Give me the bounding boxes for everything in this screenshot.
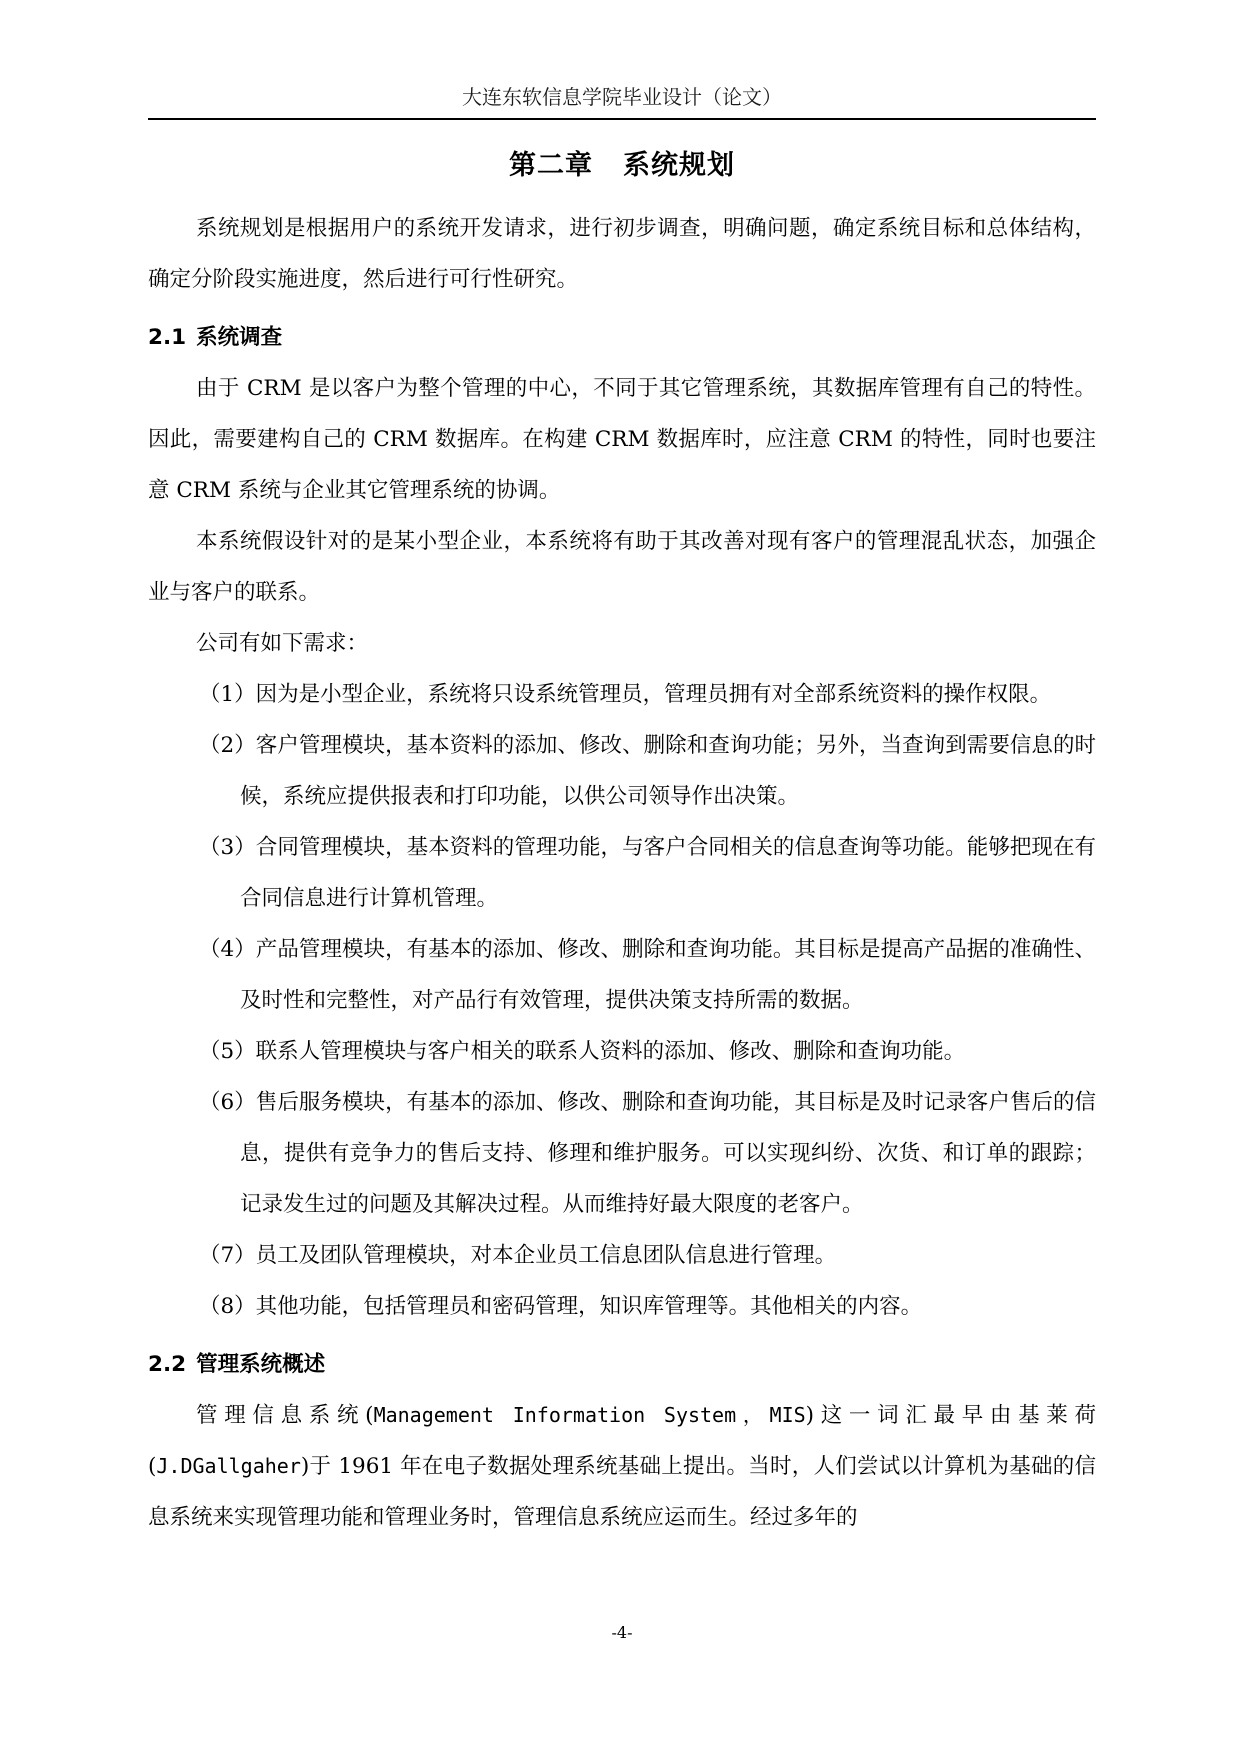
requirement-item: （5）联系人管理模块与客户相关的联系人资料的添加、修改、删除和查询功能。 xyxy=(199,1039,966,1064)
chapter-title: 系统规划 xyxy=(623,150,735,181)
chapter-label: 第二章 xyxy=(509,150,593,181)
page-number: -4- xyxy=(611,1623,633,1642)
person-name: J.DGallgaher xyxy=(156,1454,301,1478)
text-run: )这一词汇最早由基莱荷( xyxy=(148,1403,1096,1479)
document-body xyxy=(148,203,1096,1543)
section-title: 系统调查 xyxy=(196,325,283,350)
section-number: 2.1 xyxy=(148,325,187,350)
section-paragraph xyxy=(148,1390,1096,1543)
requirement-item: （3）合同管理模块，基本资料的管理功能，与客户合同相关的信息查询等功能。能够把现在有合同信息进行计算机管理。 xyxy=(199,835,1096,911)
requirement-item: （1）因为是小型企业，系统将只设系统管理员，管理员拥有对全部系统资料的操作权限。 xyxy=(199,682,1052,707)
section-paragraph: 本系统假设针对的是某小型企业，本系统将有助于其改善对现有客户的管理混乱状态，加强企业与客户的联系。 xyxy=(148,529,1096,605)
section-paragraph: 公司有如下需求： xyxy=(196,631,369,656)
requirement-item: （6）售后服务模块，有基本的添加、修改、删除和查询功能，其目标是及时记录客户售后的信息，提供有竞争力的售后支持、修理和维护服务。可以实现纠纷、次货、和订单的跟踪；记录发生过的问题及其解决过程。从而维持好最大限度的老客户。 xyxy=(199,1090,1096,1217)
header-rule xyxy=(148,118,1096,120)
running-header: 大连东软信息学院毕业设计（论文） xyxy=(462,85,782,109)
section-title: 管理系统概述 xyxy=(196,1352,326,1377)
section-heading-2-2 xyxy=(148,1340,1096,1390)
section-number: 2.2 xyxy=(148,1352,187,1377)
requirement-item: （8）其他功能，包括管理员和密码管理，知识库管理等。其他相关的内容。 xyxy=(199,1294,923,1319)
english-term: Management Information System，MIS xyxy=(373,1403,806,1427)
requirement-item: （7）员工及团队管理模块，对本企业员工信息团队信息进行管理。 xyxy=(199,1243,837,1268)
requirement-item: （2）客户管理模块，基本资料的添加、修改、删除和查询功能；另外，当查询到需要信息的时候，系统应提供报表和打印功能，以供公司领导作出决策。 xyxy=(199,733,1096,809)
section-paragraph: 由于 CRM 是以客户为整个管理的中心，不同于其它管理系统，其数据库管理有自己的特性。因此，需要建构自己的 CRM 数据库。在构建 CRM 数据库时，应注意 CRM 的特性，同时也要注意 CRM 系统与企业其它管理系统的协调。 xyxy=(148,376,1096,503)
requirement-item: （4）产品管理模块，有基本的添加、修改、删除和查询功能。其目标是提高产品据的准确性、及时性和完整性，对产品行有效管理，提供决策支持所需的数据。 xyxy=(199,937,1096,1013)
chapter-heading xyxy=(148,146,1096,186)
text-run: 管理信息系统( xyxy=(196,1403,374,1428)
section-heading-2-1 xyxy=(148,313,1096,363)
text-run: )于 1961 年在电子数据处理系统基础上提出。当时，人们尝试以计算机为基础的信息系统来实现管理功能和管理业务时，管理信息系统应运而生。经过多年的 xyxy=(148,1454,1096,1530)
intro-paragraph: 系统规划是根据用户的系统开发请求，进行初步调查，明确问题，确定系统目标和总体结构，确定分阶段实施进度，然后进行可行性研究。 xyxy=(148,216,1096,292)
